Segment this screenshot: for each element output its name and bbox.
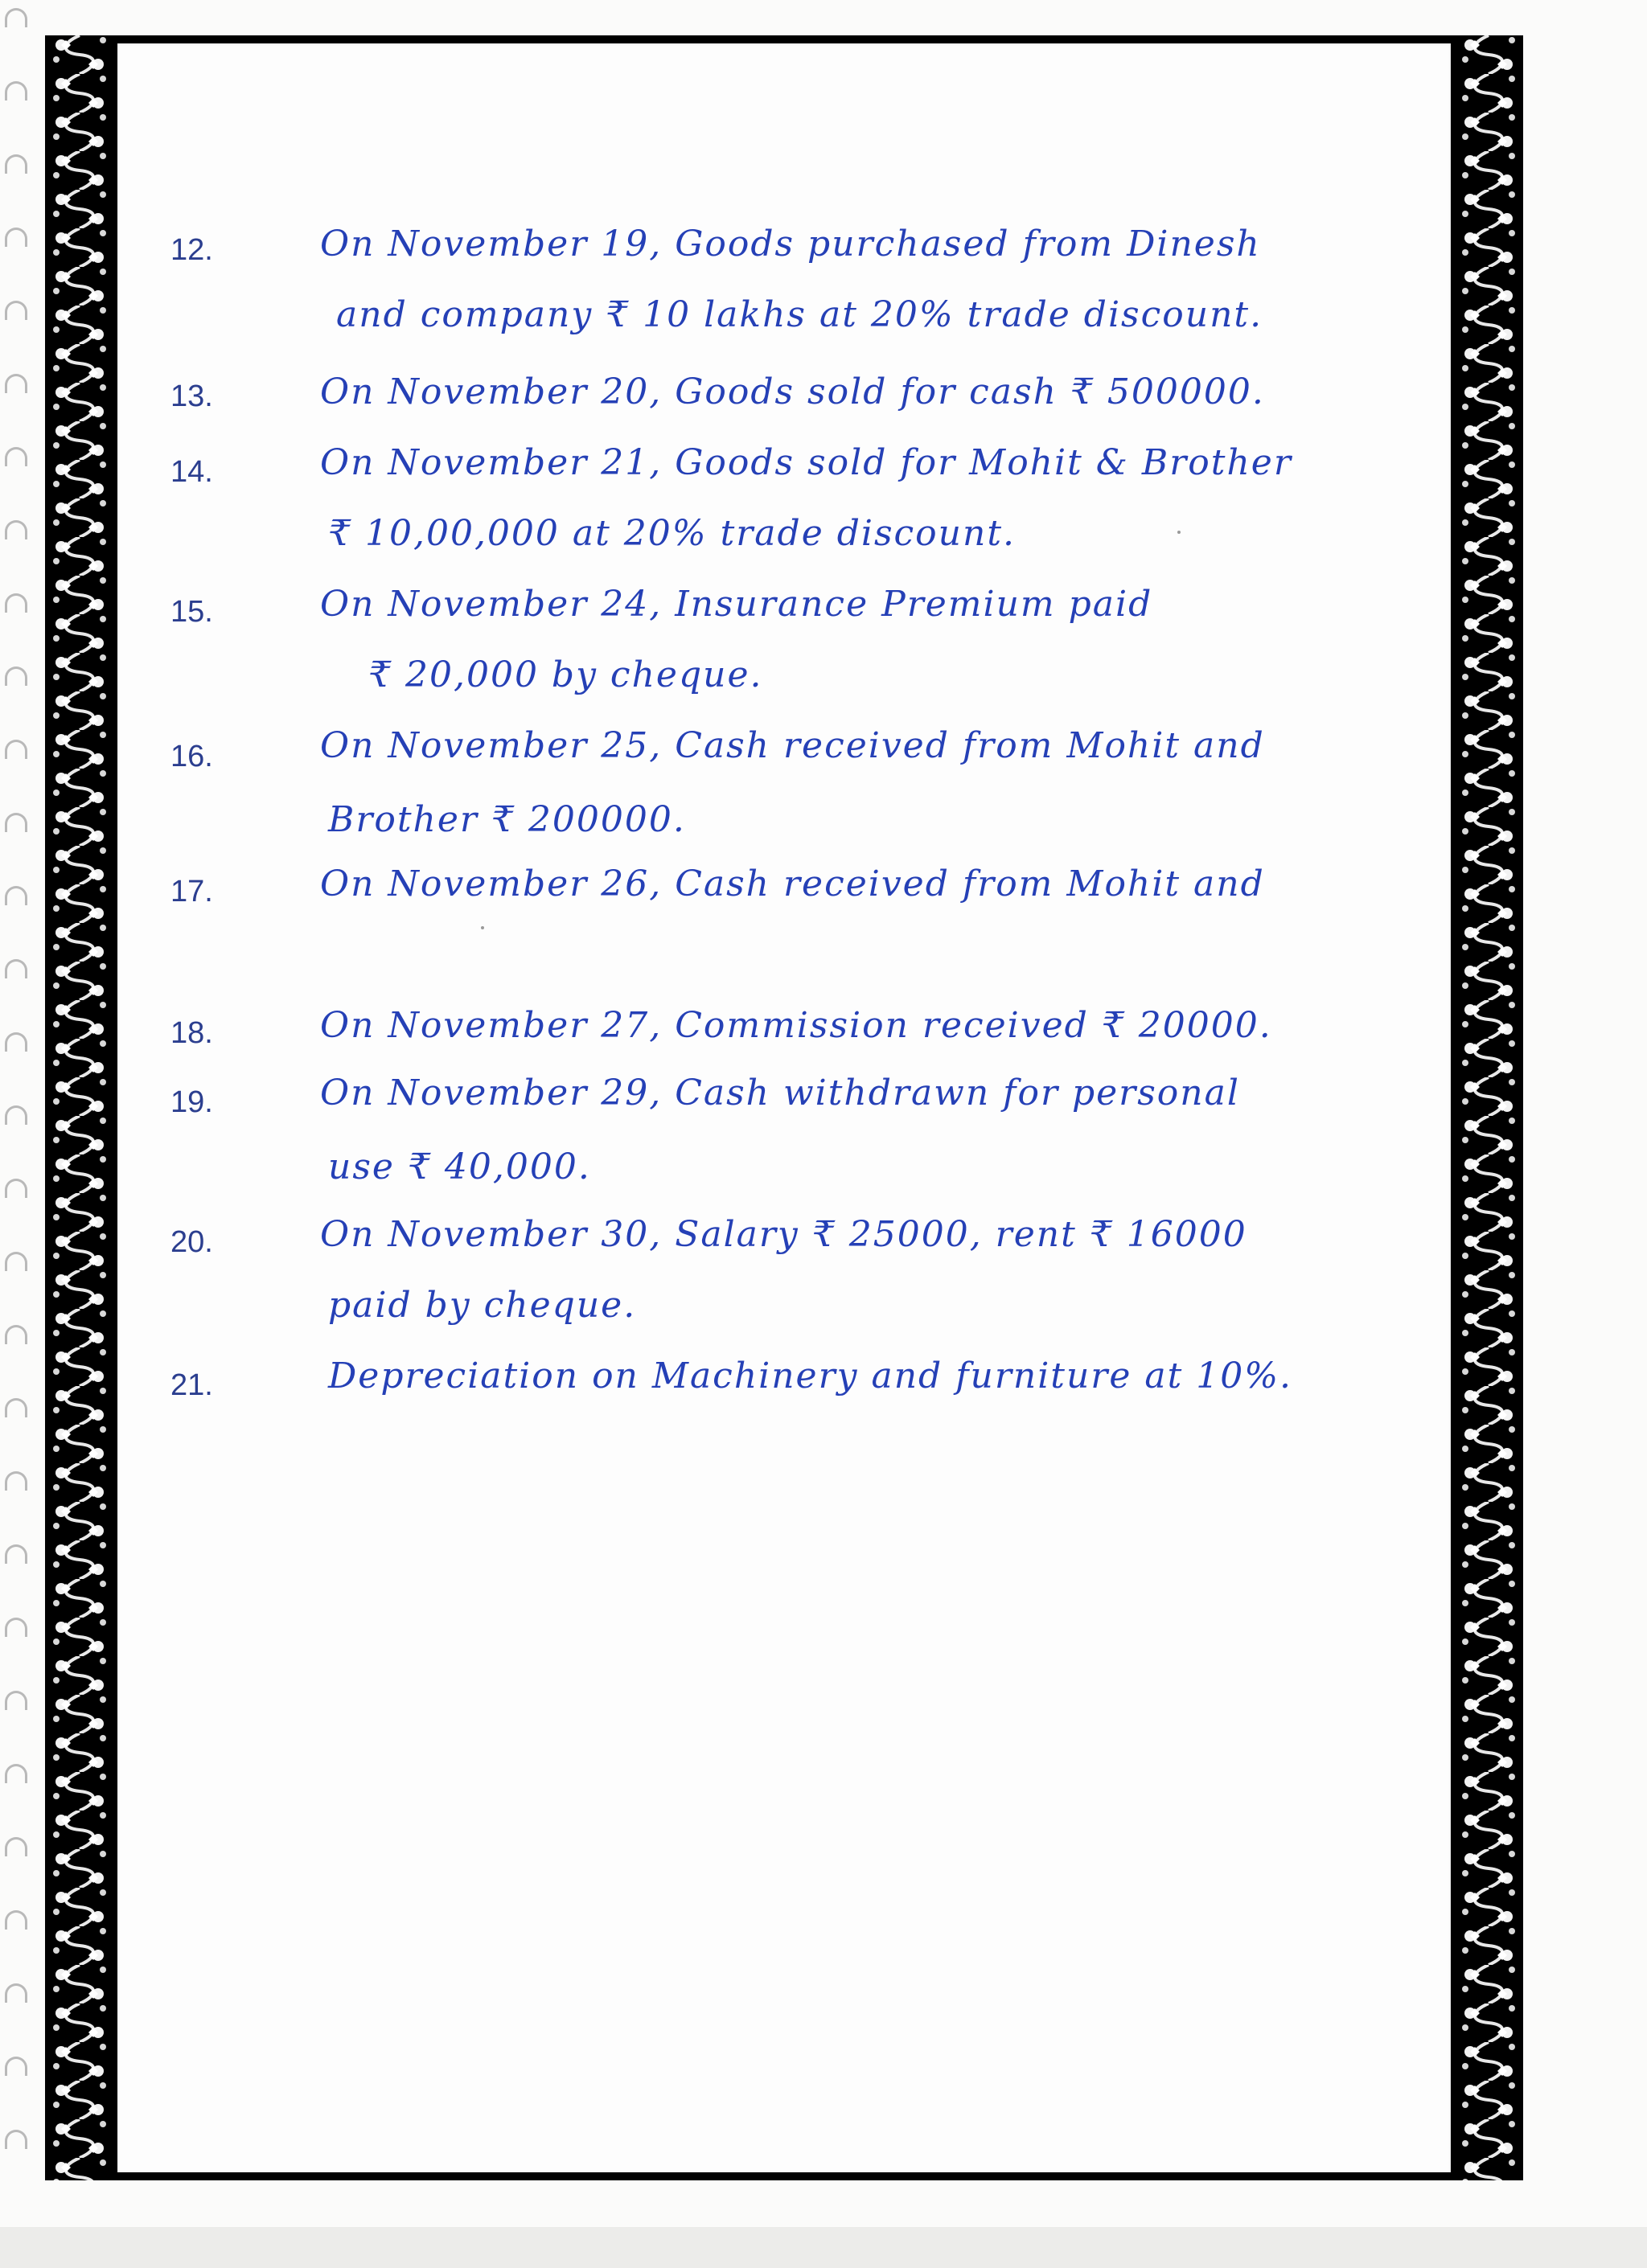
entry-line: On November 24, Insurance Premium paid [320, 584, 1153, 625]
binder-hole-icon [5, 520, 27, 539]
entry-line: ₹ 10,00,000 at 20% trade discount. [328, 513, 1017, 554]
entry-line: On November 21, Goods sold for Mohit & Brother [320, 442, 1292, 483]
entry-line: On November 29, Cash withdrawn for personal [320, 1072, 1240, 1113]
floral-vine-icon [45, 35, 114, 2180]
binder-hole-icon [5, 1691, 27, 1710]
entry-number: 15. [170, 595, 213, 629]
binder-hole-icon [5, 374, 27, 393]
entry-number: 17. [170, 875, 213, 908]
entry-line: Brother ₹ 200000. [328, 799, 686, 840]
floral-vine-icon [1454, 35, 1523, 2180]
writing-area [117, 43, 1451, 2172]
entry-line: On November 30, Salary ₹ 25000, rent ₹ 16000 [320, 1214, 1247, 1255]
ink-speck [481, 926, 484, 929]
binder-hole-icon [5, 8, 27, 27]
binder-hole-icon [5, 1544, 27, 1564]
entry-line: paid by cheque. [328, 1285, 637, 1326]
binder-hole-icon [5, 1983, 27, 2003]
binder-hole-icon [5, 2130, 27, 2149]
binder-hole-icon [5, 301, 27, 320]
binder-hole-icon [5, 1837, 27, 1856]
entry-line: and company ₹ 10 lakhs at 20% trade discount. [336, 294, 1263, 335]
entry-line: On November 27, Commission received ₹ 20000. [320, 1005, 1272, 1046]
entry-line: On November 20, Goods sold for cash ₹ 500000. [320, 371, 1265, 412]
scan-bottom-edge [0, 2227, 1647, 2268]
binder-hole-icon [5, 1252, 27, 1271]
binder-hole-icon [5, 1179, 27, 1198]
binder-hole-icon [5, 81, 27, 100]
entry-line: Depreciation on Machinery and furniture at 10%. [328, 1355, 1293, 1396]
entry-number: 19. [170, 1085, 213, 1119]
entry-line: On November 26, Cash received from Mohit and [320, 863, 1265, 904]
binder-hole-icon [5, 2057, 27, 2076]
entry-number: 16. [170, 740, 213, 773]
binder-hole-icon [5, 447, 27, 466]
entry-number: 20. [170, 1225, 213, 1259]
binder-hole-icon [5, 886, 27, 905]
binder-hole-icon [5, 1618, 27, 1637]
binder-hole-icon [5, 593, 27, 613]
entry-line: On November 25, Cash received from Mohit and [320, 725, 1265, 766]
entry-number: 18. [170, 1016, 213, 1050]
binder-hole-icon [5, 1032, 27, 1052]
binder-hole-icon [5, 228, 27, 247]
binder-hole-icon [5, 740, 27, 759]
entry-number: 14. [170, 455, 213, 489]
binder-hole-icon [5, 1398, 27, 1417]
entry-number: 12. [170, 233, 213, 267]
entry-number: 13. [170, 379, 213, 413]
binder-hole-icon [5, 1325, 27, 1344]
binder-hole-icon [5, 813, 27, 832]
entry-line: use ₹ 40,000. [328, 1146, 591, 1187]
binder-hole-icon [5, 1910, 27, 1930]
binder-hole-icon [5, 959, 27, 978]
entry-number: 21. [170, 1368, 213, 1402]
entry-line: ₹ 20,000 by cheque. [368, 654, 763, 695]
binder-hole-icon [5, 154, 27, 174]
binder-hole-icon [5, 666, 27, 686]
decorative-frame [45, 35, 1523, 2180]
ink-speck [1177, 531, 1181, 534]
binder-holes [0, 0, 39, 2268]
binder-hole-icon [5, 1471, 27, 1491]
binder-hole-icon [5, 1105, 27, 1125]
entry-list [117, 43, 1451, 2172]
binder-hole-icon [5, 1764, 27, 1783]
entry-line: On November 19, Goods purchased from Dinesh [320, 224, 1261, 265]
